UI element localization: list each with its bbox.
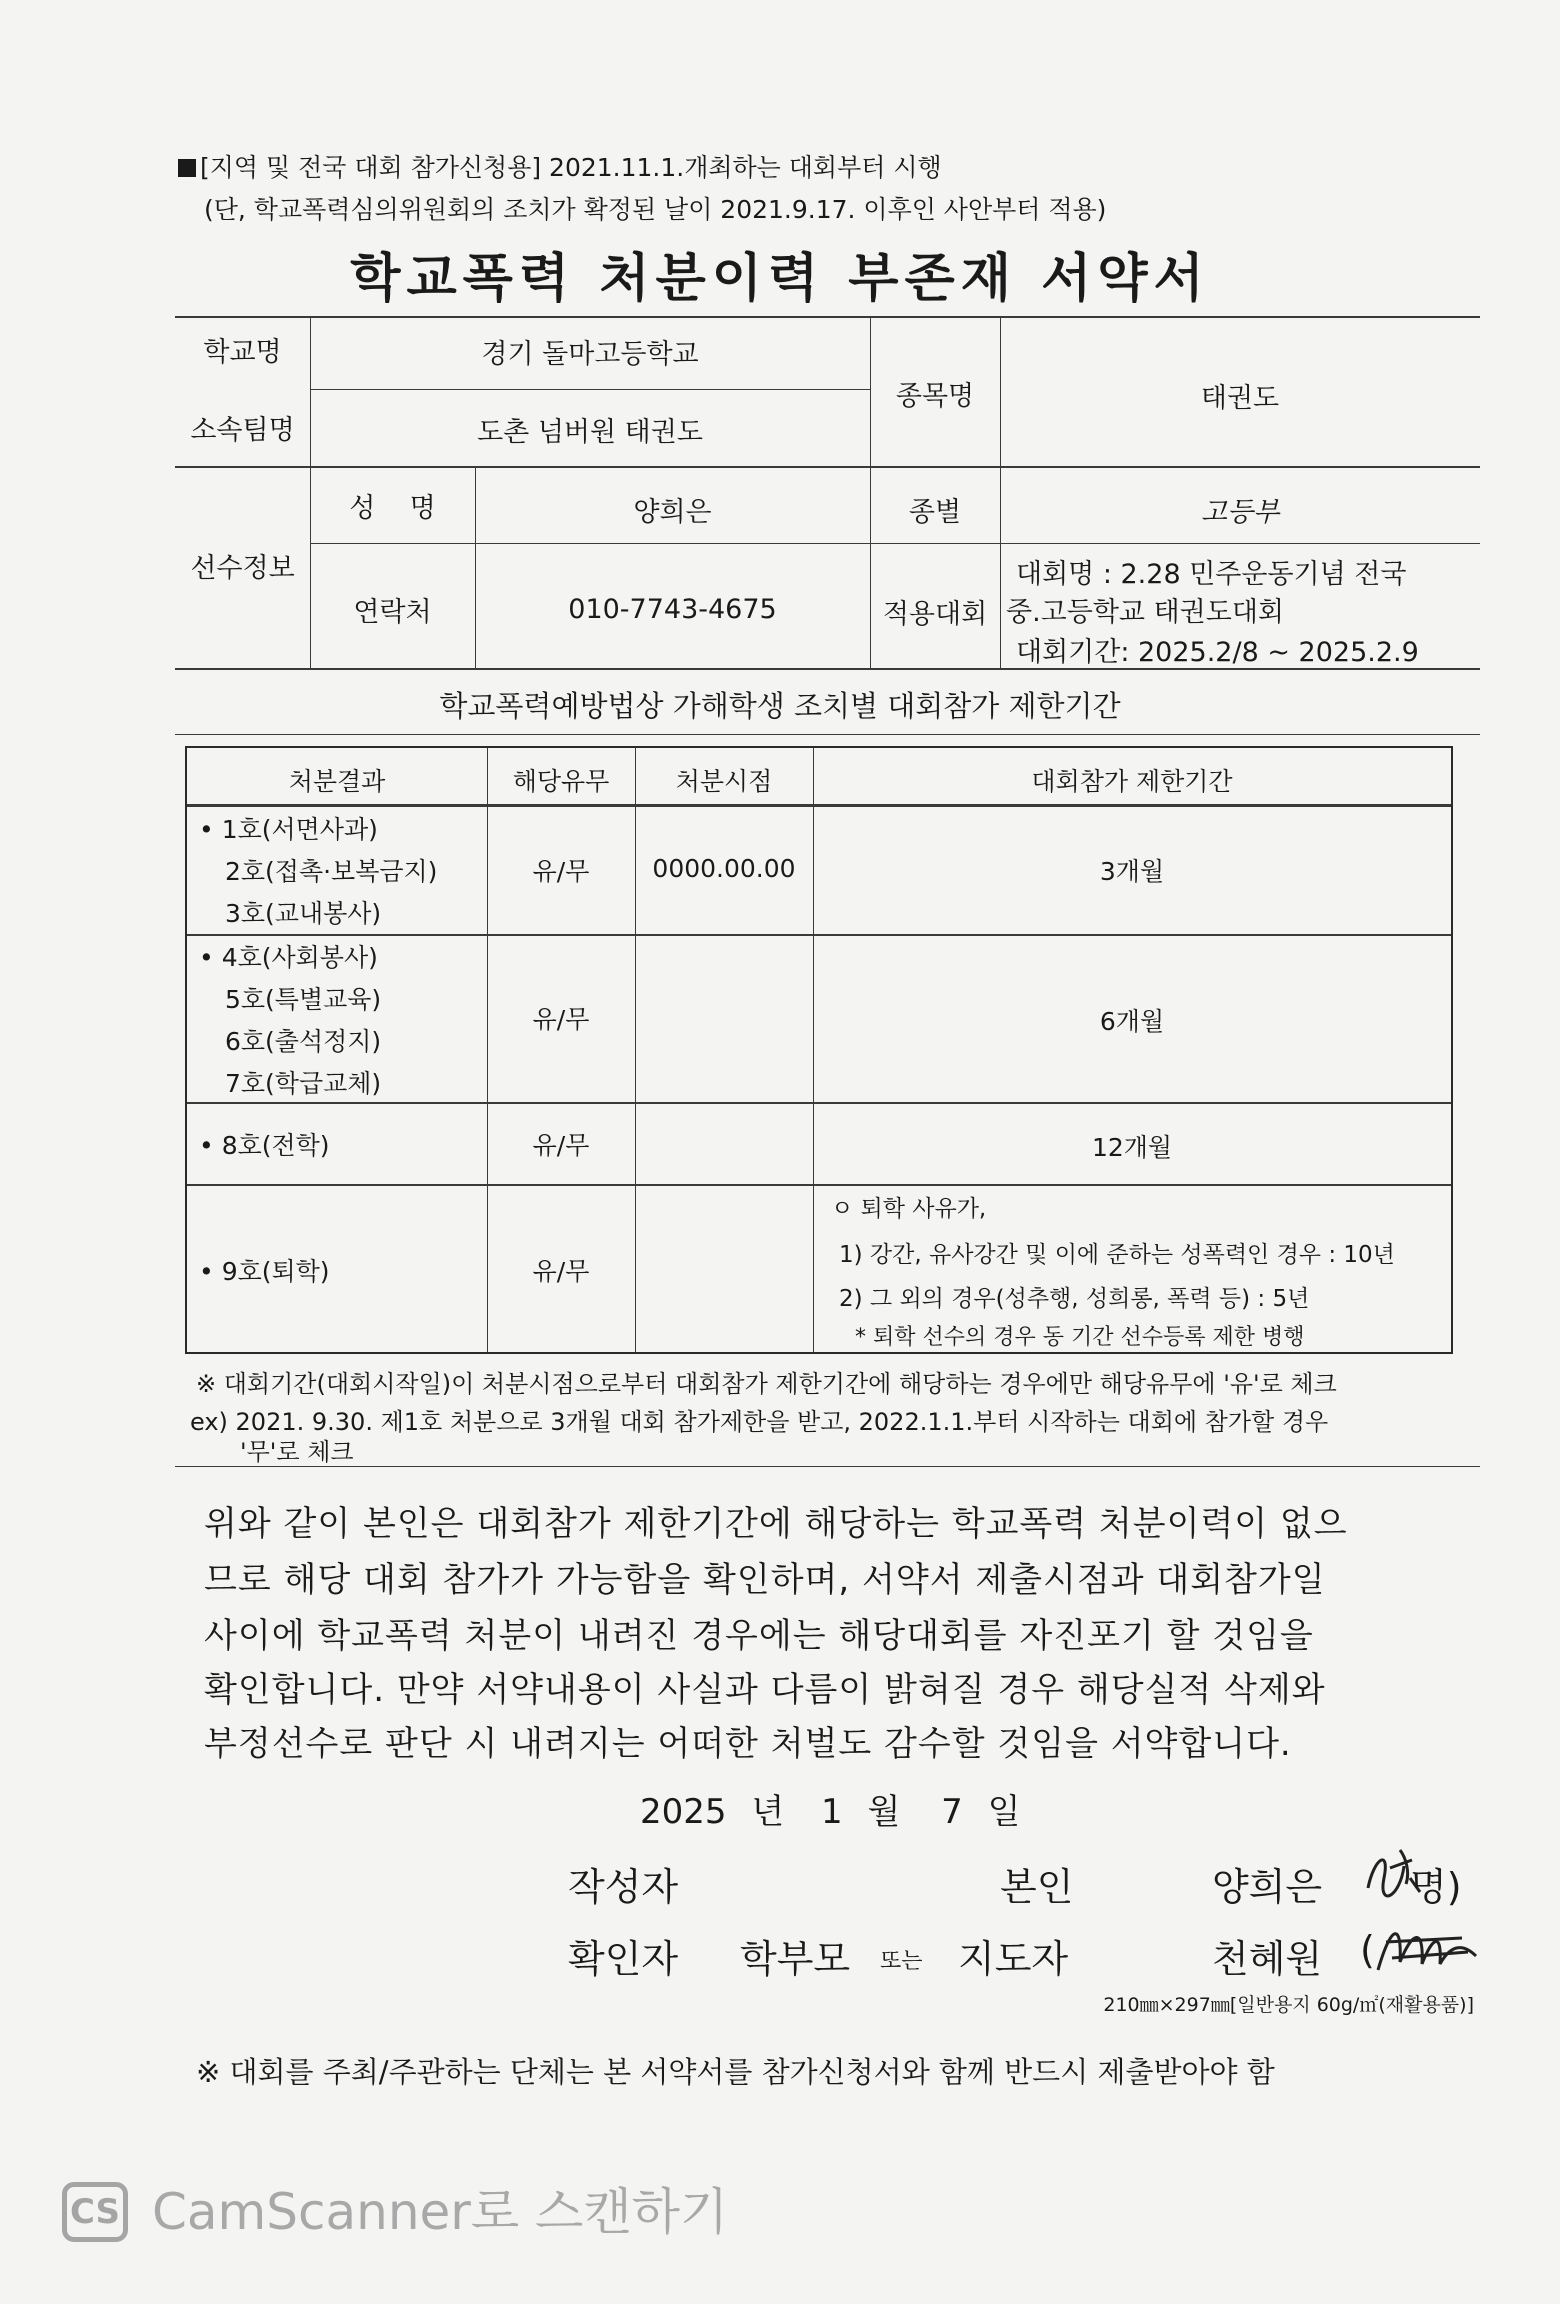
table-row-1-date: 0000.00.00	[652, 854, 796, 883]
date-year-unit: 년	[751, 1792, 785, 1832]
signing-date	[640, 1784, 1020, 1833]
table-row-rule-2	[187, 1102, 1451, 1104]
competition-name-line1: 대회명 : 2.28 민주운동기념 전국	[1016, 559, 1407, 590]
confirmer-label: 확인자	[568, 1937, 679, 1981]
camscanner-text: CamScanner로 스캔하기	[152, 2183, 729, 2241]
competition-name-line2: 중.고등학교 태권도대회	[1006, 597, 1284, 628]
date-day: 7	[941, 1792, 963, 1832]
table-row-4-period-line-4: * 퇴학 선수의 경우 동 기간 선수등록 제한 병행	[855, 1325, 1305, 1350]
table-row-4-item-1: • 9호(퇴학)	[199, 1257, 330, 1286]
team-label: 소속팀명	[190, 415, 295, 446]
table-row-rule-3	[187, 1184, 1451, 1186]
pledge-line-5: 부정선수로 판단 시 내려지는 어떠한 처벌도 감수할 것임을 서약합니다.	[204, 1724, 1292, 1764]
table-col-rule-3	[813, 748, 814, 1352]
table-row-4-applicable: 유/무	[532, 1257, 590, 1286]
table-row-1-period: 3개월	[1099, 857, 1165, 886]
header-line-1: [지역 및 전국 대회 참가신청용] 2021.11.1.개최하는 대회부터 시행	[178, 148, 942, 184]
table-row-2-item-4: 7호(학급교체)	[225, 1069, 382, 1098]
table-header-period: 대회참가 제한기간	[1031, 767, 1233, 796]
date-month-unit: 월	[867, 1792, 901, 1832]
note-1: ※ 대회기간(대회시작일)이 처분시점으로부터 대회참가 제한기간에 해당하는 경우에만 해당유무에 '유'로 체크	[196, 1370, 1337, 1398]
date-year: 2025	[640, 1792, 727, 1832]
date-day-unit: 일	[987, 1792, 1021, 1832]
writer-name: 양희은	[1212, 1865, 1323, 1909]
contact-value: 010-7743-4675	[568, 594, 777, 625]
event-value: 태권도	[1200, 383, 1280, 414]
camscanner-logo-icon: CS	[62, 2182, 128, 2242]
header-line-2: (단, 학교폭력심의위원회의 조치가 확정된 날이 2021.9.17. 이후인 사안부터 적용)	[204, 195, 1107, 224]
table-row-2-applicable: 유/무	[532, 1005, 590, 1034]
contact-label: 연락처	[353, 597, 432, 628]
writer-label: 작성자	[568, 1865, 679, 1909]
note-3: '무'로 체크	[240, 1438, 354, 1466]
submission-note: ※ 대회를 주최/주관하는 단체는 본 서약서를 참가신청서와 함께 반드시 제출받아야 함	[196, 2055, 1275, 2089]
event-label: 종목명	[895, 381, 975, 412]
table-col-rule-2	[635, 748, 636, 1352]
table-row-4-period-line-2: 1) 강간, 유사강간 및 이에 준하는 성폭력인 경우 : 10년	[839, 1242, 1395, 1268]
pledge-line-2: 므로 해당 대회 참가가 가능함을 확인하며, 서약서 제출시점과 대회참가일	[204, 1560, 1326, 1600]
table-header-result: 처분결과	[288, 767, 386, 796]
table-row-2-period: 6개월	[1099, 1007, 1165, 1036]
info-top-rule	[175, 316, 1480, 318]
paper-spec: 210㎜×297㎜[일반용지 60g/㎡(재활용품)]	[1103, 1994, 1474, 2016]
table-row-4-period-line-3: 2) 그 외의 경우(성추행, 성희롱, 폭력 등) : 5년	[839, 1286, 1310, 1312]
document-title: 학교폭력 처분이력 부존재 서약서	[350, 249, 1210, 309]
info-row-rule-3	[310, 543, 1480, 544]
confirmer-name: 천혜원	[1212, 1937, 1323, 1981]
table-row-3-applicable: 유/무	[532, 1131, 590, 1160]
competition-period: 대회기간: 2025.2/8 ~ 2025.2.9	[1016, 637, 1419, 668]
table-header-rule	[187, 804, 1451, 807]
notes-rule	[175, 1466, 1480, 1467]
date-month: 1	[821, 1792, 843, 1832]
pledge-line-3: 사이에 학교폭력 처분이 내려진 경우에는 해당대회를 자진포기 할 것임을	[204, 1616, 1314, 1656]
division-label: 종별	[908, 497, 962, 528]
table-header-date: 처분시점	[675, 767, 773, 796]
info-row-rule-2	[175, 466, 1480, 468]
pledge-line-1: 위와 같이 본인은 대회참가 제한기간에 해당하는 학교폭력 처분이력이 없으	[204, 1504, 1348, 1544]
table-row-1-item-3: 3호(교내봉사)	[225, 899, 382, 928]
division-value: 고등부	[1200, 497, 1280, 528]
table-row-2-item-3: 6호(출석정지)	[225, 1027, 382, 1056]
restriction-table	[185, 746, 1453, 1354]
table-row-2-item-1: • 4호(사회봉사)	[199, 943, 378, 972]
section-rule	[175, 734, 1480, 735]
writer-suffix: 명)	[1410, 1865, 1462, 1909]
athlete-info-label: 선수정보	[190, 553, 295, 584]
table-row-3-period: 12개월	[1091, 1133, 1173, 1162]
confirmer-role-coach: 지도자	[958, 1937, 1069, 1981]
info-row-rule-1	[310, 389, 870, 390]
confirmer-signature-icon	[1372, 1912, 1482, 1984]
square-bullet-icon	[178, 159, 196, 177]
table-row-4-period-line-1: ㅇ 퇴학 사유가,	[831, 1196, 987, 1222]
table-header-applicable: 해당유무	[512, 767, 610, 796]
table-row-1-applicable: 유/무	[532, 857, 590, 886]
table-row-3-item-1: • 8호(전학)	[199, 1131, 330, 1160]
table-row-1-item-1: • 1호(서면사과)	[199, 815, 378, 844]
confirmer-role-parent: 학부모	[740, 1937, 851, 1981]
confirmer-or: 또는	[880, 1949, 923, 1974]
team-value: 도촌 넘버원 태권도	[477, 417, 703, 448]
school-label: 학교명	[203, 337, 282, 368]
pledge-line-4: 확인합니다. 만약 서약내용이 사실과 다름이 밝혀질 경우 해당실적 삭제와	[204, 1670, 1326, 1710]
table-row-1-item-2: 2호(접촉·보복금지)	[225, 857, 438, 886]
restriction-section-title: 학교폭력예방법상 가해학생 조치별 대회참가 제한기간	[439, 689, 1121, 723]
writer-role: 본인	[1000, 1865, 1074, 1909]
school-value: 경기 돌마고등학교	[481, 339, 699, 370]
name-value: 양희은	[633, 497, 712, 528]
table-row-rule-1	[187, 934, 1451, 936]
applied-competition-label: 적용대회	[882, 599, 988, 630]
confirmer-paren: (	[1360, 1928, 1375, 1972]
table-row-2-item-2: 5호(특별교육)	[225, 985, 382, 1014]
name-label: 성 명	[349, 493, 436, 524]
note-2: ex) 2021. 9.30. 제1호 처분으로 3개월 대회 참가제한을 받고, 2022.1.1.부터 시작하는 대회에 참가할 경우	[190, 1408, 1329, 1436]
